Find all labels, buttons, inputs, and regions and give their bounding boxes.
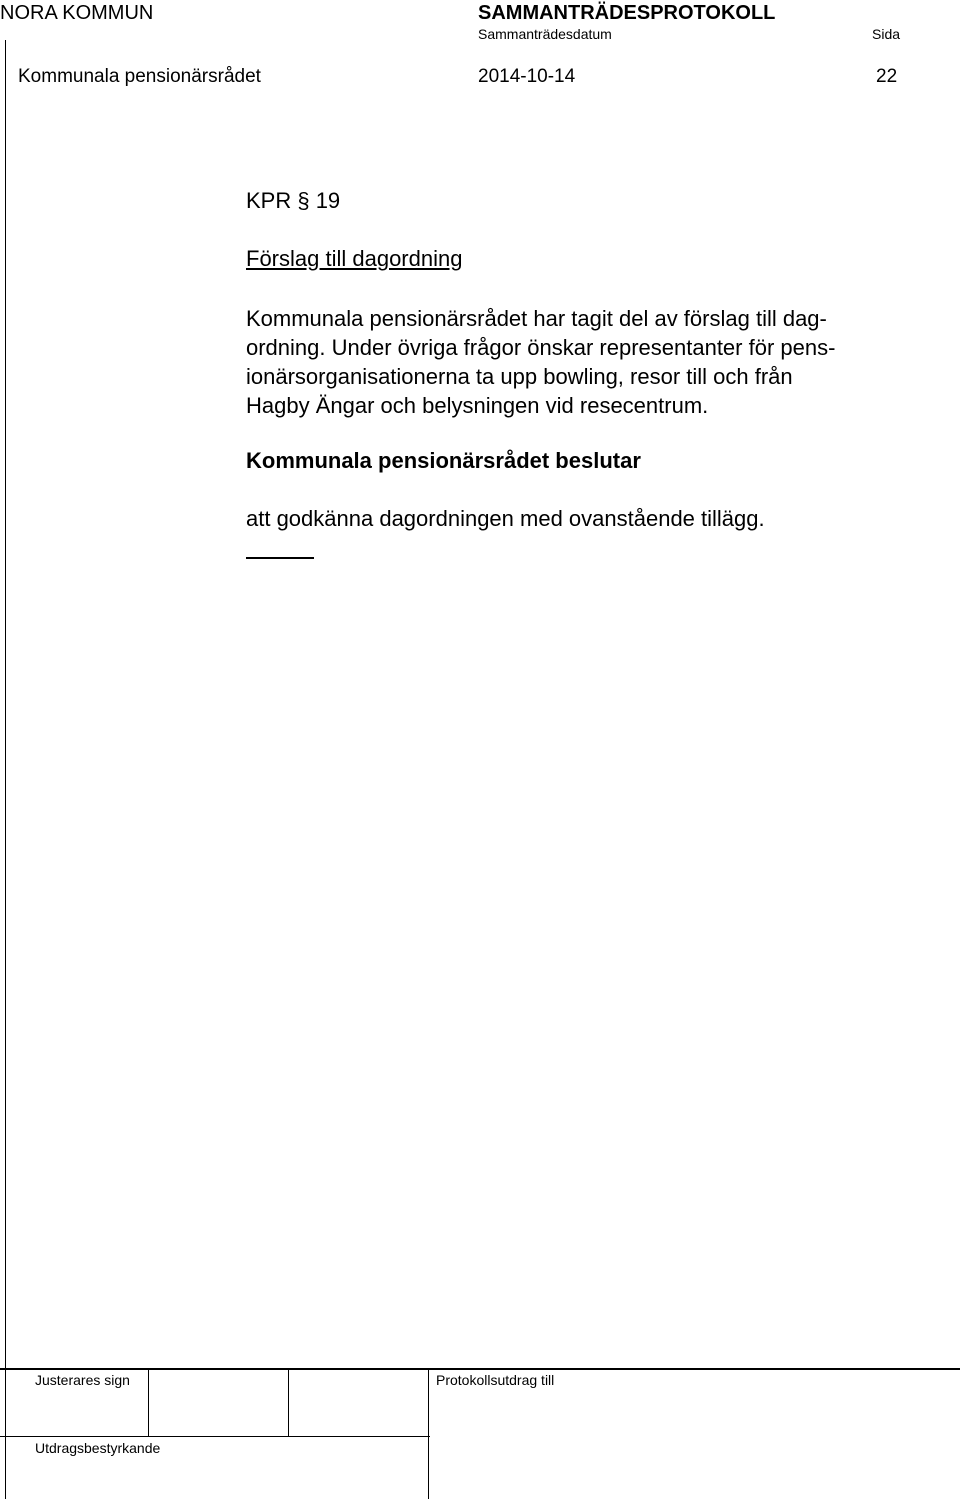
page-label: Sida xyxy=(872,26,901,42)
document-type: SAMMANTRÄDESPROTOKOLL xyxy=(478,2,776,24)
adjuster-sign-label: Justerares sign xyxy=(35,1372,130,1388)
decision-intro: Kommunala pensionärsrådet beslutar xyxy=(246,448,641,473)
body-line: Hagby Ängar och belysningen vid resecentrum. xyxy=(246,393,709,418)
footer-top-rule xyxy=(0,1368,960,1370)
body-line: Kommunala pensionärsrådet har tagit del av förslag till dag- xyxy=(246,306,827,331)
footer-divider xyxy=(288,1369,289,1437)
extract-certifier-label: Utdragsbestyrkande xyxy=(35,1440,161,1456)
body-paragraph xyxy=(246,304,906,420)
footer-middle-rule xyxy=(0,1436,430,1437)
page-number: 22 xyxy=(876,66,898,87)
body-line: ionärsorganisationerna ta upp bowling, resor till och från xyxy=(246,364,793,389)
left-margin-rule xyxy=(5,40,6,1499)
body-line: ordning. Under övriga frågor önskar representanter för pens- xyxy=(246,335,836,360)
section-heading: Förslag till dagordning xyxy=(246,246,463,271)
extract-to-label: Protokollsutdrag till xyxy=(436,1372,555,1388)
paragraph-id: KPR § 19 xyxy=(246,188,341,213)
end-of-section-rule xyxy=(246,557,314,559)
footer-divider xyxy=(148,1369,149,1437)
meeting-date: 2014-10-14 xyxy=(478,66,576,87)
footer-divider xyxy=(428,1369,429,1499)
meeting-date-label: Sammanträdesdatum xyxy=(478,26,612,42)
organization-name: NORA KOMMUN xyxy=(0,2,154,24)
body-name: Kommunala pensionärsrådet xyxy=(18,66,261,87)
decision-text: att godkänna dagordningen med ovanstående tillägg. xyxy=(246,506,765,531)
